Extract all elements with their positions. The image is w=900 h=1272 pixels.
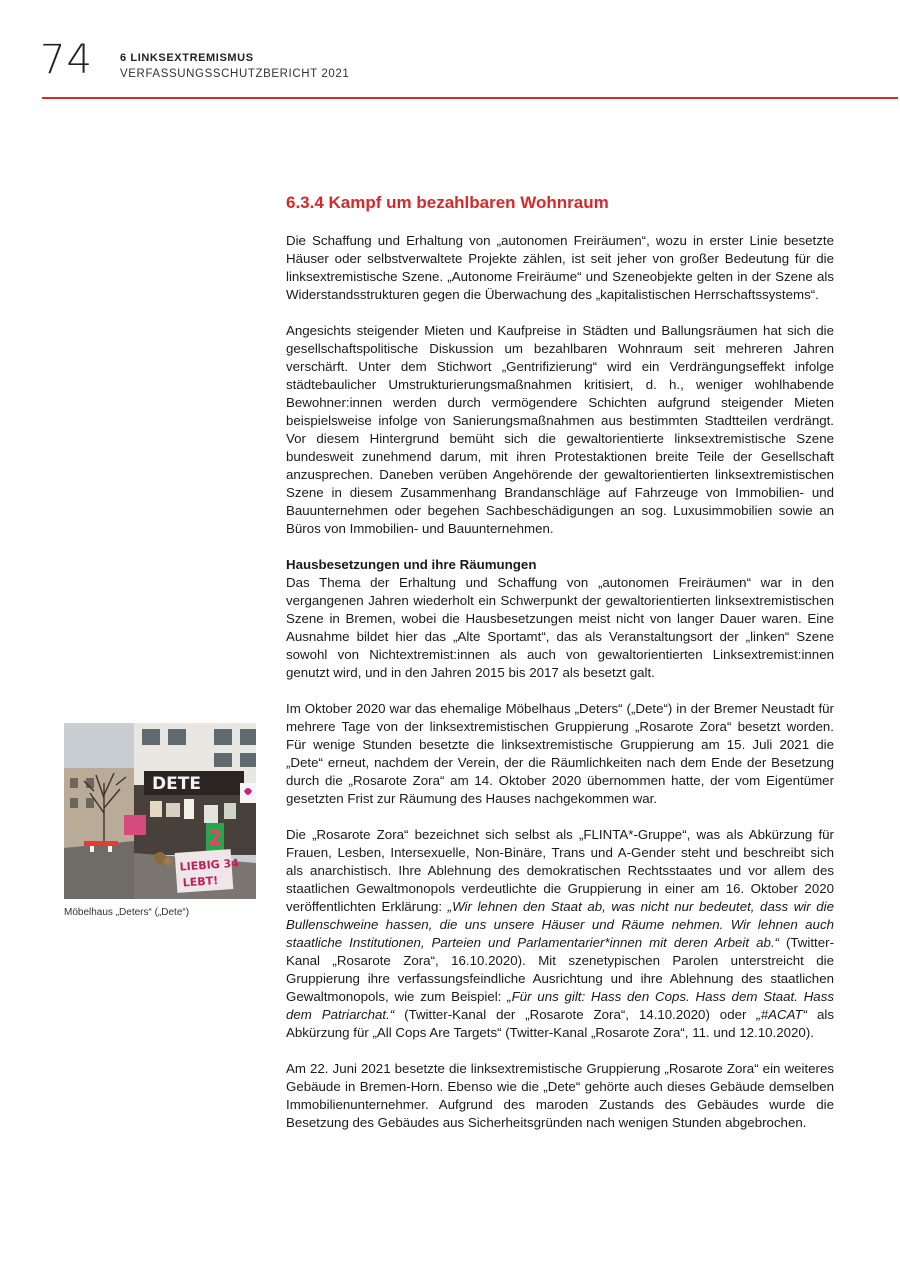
paragraph-1: Die Schaffung und Erhaltung von „autonomen Freiräumen“, wozu in erster Linie besetzte Häuser oder selbstverwaltete Projekte zählen, ist seit jeher von großer Bedeutung für die linksextremistische Szene. „Autonome Freiräume“ und Szeneobjekte gelten in der Szene als Widerstandsstrukturen gegen die Überwachung des „kapitalistischen Herrschaftssystems“. xyxy=(286,233,834,302)
p5-quote-1: „Wir lehnen den Staat ab, was nicht nur bedeutet, dass wir die Bullenschweine hassen, die uns unsere Häuser und Räume nehmen. Wir lehnen auch staatliche Institutionen, Parteien und Parlamentarier*innen mit deren Arbeit ab.“ xyxy=(286,899,834,950)
banner-text: LIEBIG 34 xyxy=(179,856,240,874)
paragraph-3: Das Thema der Erhaltung und Schaffung von „autonomen Freiräumen“ war in den vergangenen Jahren wiederholt ein Schwerpunkt der gewaltorientierten linksextremistischen Szene in Bremen, wobei die Hausbesetzungen meist nicht von langer Dauer waren. Eine Ausnahme bildet hier das „Alte Sportamt“, das als Veranstaltungsort der „linken“ Szene sowohl von Nichtextremist:innen als auch von gewaltorientierten Linksextremist:innen genutzt wird, und in den Jahren 2015 bis 2017 als besetzt galt. xyxy=(286,575,834,680)
paragraph-6: Am 22. Juni 2021 besetzte die linksextremistische Gruppierung „Rosarote Zora“ ein weiteres Gebäude in Bremen-Horn. Ebenso wie die „Dete“ gehörte auch dieses Gebäude demselben Immobilienunternehmer. Aufgrund des maroden Zustands des Gebäudes wurde die Besetzung des Gebäudes aus Sicherheitsgründen nach wenigen Stunden abgebrochen. xyxy=(286,1061,834,1130)
section-title: 6.3.4 Kampf um bezahlbaren Wohnraum xyxy=(286,193,609,212)
paragraph-2: Angesichts steigender Mieten und Kaufpreise in Städten und Ballungsräumen hat sich die gesellschaftspolitische Diskussion um bezahlbaren Wohnraum seit mehreren Jahren verschärft. Unter dem Stichwort „Gentrifizierung“ wird ein Verdrängungseffekt infolge städtebaulicher Umstrukturierungsmaßnahmen kritisiert, d. h., weniger wohlhabende Bewohner:innen werden durch vermögendere Schichten aufgrund steigender Mieten beispielsweise infolge von Sanierungsmaßnahmen aus bestimmten Stadtteilen verdrängt. Vor diesem Hintergrund bemüht sich die gewaltorientierte linksextremistische Szene bundesweit zunehmend darum, mit ihren Protestaktionen breite Teile der Gesellschaft anzusprechen. Daneben verüben Angehörende der gewaltorientierten linksextremistischen Szene in diesem Zusammenhang Brandanschläge auf Fahrzeuge von Immobilien- und Bauunternehmen oder begehen Sachbeschädigungen an sog. Luxusimmobilien sowie an Büros von Immobilien- und Bauunternehmen. xyxy=(286,323,834,536)
p5-text-d: als Abkürzung für „All Cops Are Targets“ (Twitter-Kanal „Rosarote Zora“, 11. und 12.10.2020). xyxy=(286,1007,834,1040)
paragraph-5 xyxy=(286,826,834,1042)
subheading: Hausbesetzungen und ihre Räumungen xyxy=(286,557,537,572)
p5-text-a: Die „Rosarote Zora“ bezeichnet sich selbst als „FLINTA*-Gruppe“, was als Abkürzung für Frauen, Lesben, Intersexuelle, Non-Binäre, Trans und A-Gender steht und beschreibt sich als anarchistisch. Ihre Ablehnung des demokratischen Rechtsstaates und vor allem des staatlichen Gewaltmonopols verdeutlichte die Gruppierung in einer am 16. Oktober 2020 veröffentlichten Erklärung: xyxy=(286,827,834,914)
header-rule xyxy=(42,97,898,99)
store-sign: DETE xyxy=(152,774,201,794)
chapter-title: 6 LINKSEXTREMISMUS xyxy=(120,52,254,64)
photo-caption: Möbelhaus „Deters“ („Dete“) xyxy=(64,907,190,918)
p5-text-c: (Twitter-Kanal der „Rosarote Zora“, 14.10.2020) oder xyxy=(394,1007,757,1022)
main-content xyxy=(286,192,834,1150)
banner-text-2: LEBT! xyxy=(182,874,219,890)
paragraph-4: Im Oktober 2020 war das ehemalige Möbelhaus „Deters“ („Dete“) in der Bremer Neustadt für mehrere Tage von der linksextremistischen Gruppierung „Rosarote Zora“ besetzt worden. Für wenige Stunden besetzte die linksextremistische Gruppierung am 15. Juli 2021 die „Dete“ erneut, nachdem der Verein, der die Räumlichkeiten nach dem Ende der Besetzung durch die „Rosarote Zora“ am 14. Oktober 2020 übernommen hatte, der vom Eigentümer gesetzten Frist zur Räumung des Hauses nachgekommen war. xyxy=(286,701,834,806)
building-photo xyxy=(64,723,256,899)
p5-text-b: (Twitter-Kanal „Rosarote Zora“, 16.10.2020). Mit szenetypischen Parolen unterstreicht die Gruppierung ihre verfassungsfeindliche Ausrichtung und ihre Ablehnung des staatlichen Gewaltmonopols, wie zum Beispiel: xyxy=(286,935,835,1004)
p5-quote-2: „Für uns gilt: Hass den Cops. Hass dem Staat. Hass dem Patriarchat.“ xyxy=(286,989,835,1022)
p5-quote-3: „#ACAT“ xyxy=(756,1007,808,1022)
report-title: VERFASSUNGSSCHUTZBERICHT 2021 xyxy=(120,68,350,80)
page-number: 74 xyxy=(40,37,93,83)
svg-text:2: 2 xyxy=(208,826,222,850)
